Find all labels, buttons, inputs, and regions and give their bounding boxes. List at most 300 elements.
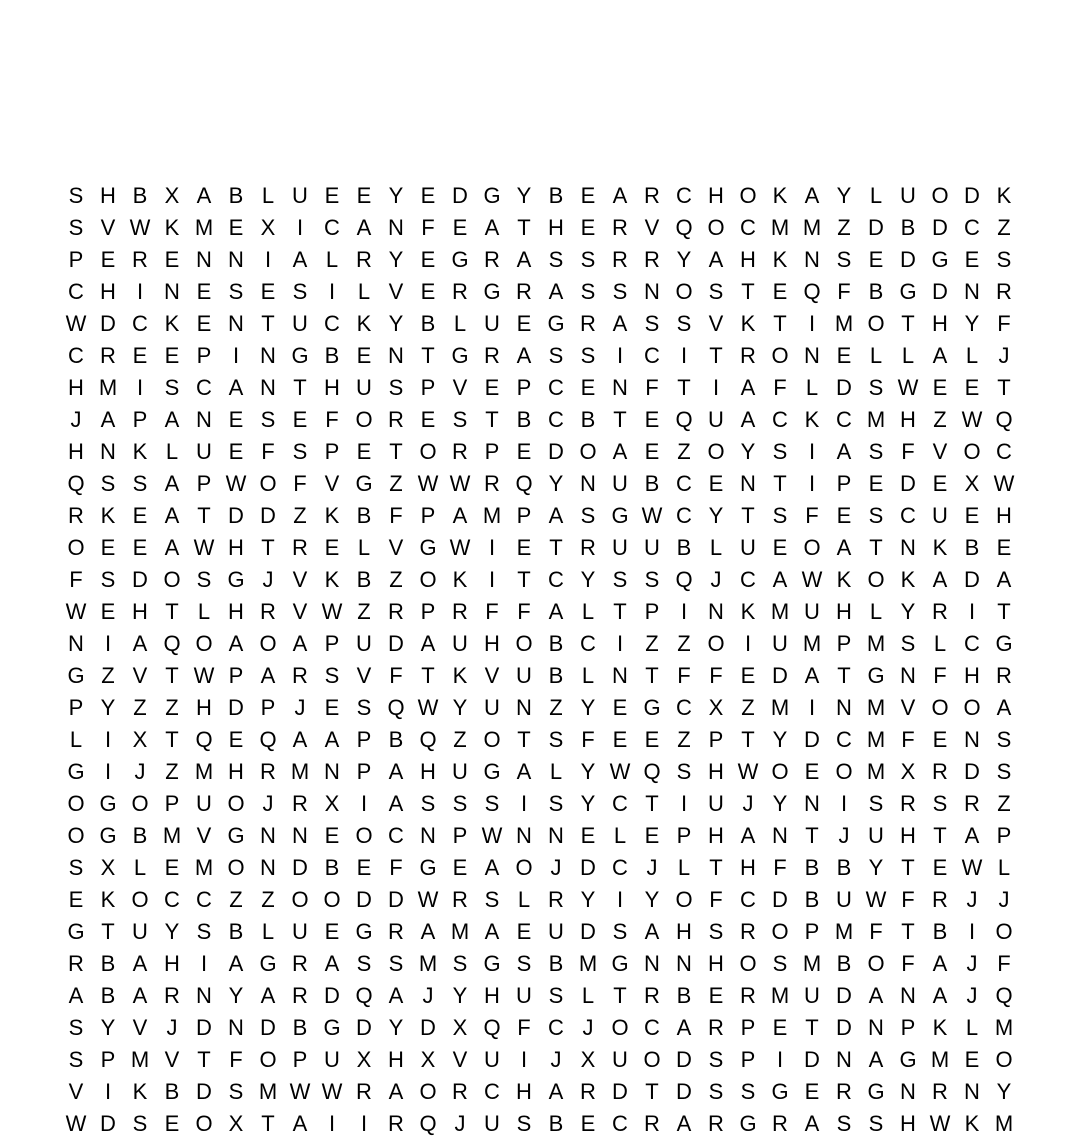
letter-cell[interactable]: D xyxy=(260,503,276,528)
letter-cell[interactable]: W xyxy=(801,567,823,592)
letter-cell[interactable]: N xyxy=(900,535,916,560)
letter-cell[interactable]: K xyxy=(964,1111,980,1136)
letter-cell[interactable]: H xyxy=(164,951,180,976)
letter-cell[interactable]: K xyxy=(356,311,372,336)
letter-cell[interactable]: N xyxy=(580,471,596,496)
letter-cell[interactable]: B xyxy=(420,311,436,336)
letter-cell[interactable]: E xyxy=(644,727,660,752)
letter-cell[interactable]: F xyxy=(325,407,339,432)
letter-cell[interactable]: E xyxy=(644,439,660,464)
letter-cell[interactable]: E xyxy=(868,247,884,272)
letter-cell[interactable]: P xyxy=(836,471,852,496)
letter-cell[interactable]: B xyxy=(356,503,372,528)
letter-cell[interactable]: F xyxy=(581,727,595,752)
letter-cell[interactable]: F xyxy=(389,855,403,880)
letter-cell[interactable]: A xyxy=(388,983,404,1008)
letter-cell[interactable]: M xyxy=(130,1047,150,1072)
letter-cell[interactable]: P xyxy=(420,375,436,400)
letter-cell[interactable]: K xyxy=(804,407,820,432)
letter-cell[interactable]: H xyxy=(708,183,724,208)
letter-cell[interactable]: S xyxy=(548,983,564,1008)
letter-cell[interactable]: E xyxy=(100,599,116,624)
letter-cell[interactable]: N xyxy=(804,791,820,816)
letter-cell[interactable]: X xyxy=(100,855,116,880)
letter-cell[interactable]: O xyxy=(515,631,533,656)
letter-cell[interactable]: C xyxy=(676,471,692,496)
letter-cell[interactable]: S xyxy=(100,567,116,592)
letter-cell[interactable]: W xyxy=(289,1079,311,1104)
letter-cell[interactable]: M xyxy=(194,855,214,880)
letter-cell[interactable]: I xyxy=(616,887,624,912)
letter-cell[interactable]: A xyxy=(292,727,308,752)
letter-cell[interactable]: S xyxy=(68,183,84,208)
letter-cell[interactable]: G xyxy=(899,279,917,304)
letter-cell[interactable]: G xyxy=(419,535,437,560)
letter-cell[interactable]: A xyxy=(484,855,500,880)
letter-cell[interactable]: K xyxy=(740,599,756,624)
letter-cell[interactable]: J xyxy=(134,759,146,784)
letter-cell[interactable]: L xyxy=(549,759,563,784)
letter-cell[interactable]: B xyxy=(676,535,692,560)
letter-cell[interactable]: I xyxy=(232,343,240,368)
letter-cell[interactable]: E xyxy=(516,311,532,336)
letter-cell[interactable]: O xyxy=(227,855,245,880)
letter-cell[interactable]: O xyxy=(675,279,693,304)
letter-cell[interactable]: S xyxy=(868,439,884,464)
letter-cell[interactable]: S xyxy=(356,695,372,720)
letter-cell[interactable]: P xyxy=(452,823,468,848)
letter-cell[interactable]: K xyxy=(132,1079,148,1104)
letter-cell[interactable]: Y xyxy=(772,727,788,752)
letter-cell[interactable]: C xyxy=(548,1015,564,1040)
letter-cell[interactable]: D xyxy=(580,855,596,880)
letter-cell[interactable]: S xyxy=(740,1079,756,1104)
letter-cell[interactable]: N xyxy=(516,823,532,848)
letter-cell[interactable]: F xyxy=(293,471,307,496)
letter-cell[interactable]: S xyxy=(708,279,724,304)
letter-cell[interactable]: F xyxy=(645,375,659,400)
letter-cell[interactable]: T xyxy=(389,439,403,464)
letter-cell[interactable]: I xyxy=(104,759,112,784)
letter-cell[interactable]: I xyxy=(360,1111,368,1136)
letter-cell[interactable]: D xyxy=(100,1111,116,1136)
letter-cell[interactable]: S xyxy=(196,567,212,592)
letter-cell[interactable]: J xyxy=(454,1111,466,1136)
letter-cell[interactable]: M xyxy=(162,823,182,848)
letter-cell[interactable]: A xyxy=(100,407,116,432)
letter-cell[interactable]: J xyxy=(294,695,306,720)
letter-cell[interactable]: J xyxy=(998,343,1010,368)
letter-cell[interactable]: N xyxy=(68,631,84,656)
letter-cell[interactable]: A xyxy=(804,1111,820,1136)
letter-cell[interactable]: E xyxy=(740,663,756,688)
letter-cell[interactable]: N xyxy=(964,727,980,752)
letter-cell[interactable]: I xyxy=(104,727,112,752)
letter-cell[interactable]: U xyxy=(548,919,564,944)
letter-cell[interactable]: H xyxy=(900,407,916,432)
letter-cell[interactable]: Y xyxy=(516,183,532,208)
letter-cell[interactable]: A xyxy=(644,919,660,944)
letter-cell[interactable]: L xyxy=(581,983,595,1008)
letter-cell[interactable]: H xyxy=(132,599,148,624)
letter-cell[interactable]: Y xyxy=(452,983,468,1008)
letter-cell[interactable]: G xyxy=(259,951,277,976)
letter-cell[interactable]: W xyxy=(481,823,503,848)
letter-cell[interactable]: K xyxy=(164,215,180,240)
letter-cell[interactable]: A xyxy=(740,407,756,432)
letter-cell[interactable]: Q xyxy=(419,727,437,752)
letter-cell[interactable]: K xyxy=(772,247,788,272)
letter-cell[interactable]: P xyxy=(420,503,436,528)
letter-cell[interactable]: F xyxy=(709,663,723,688)
letter-cell[interactable]: L xyxy=(581,599,595,624)
letter-cell[interactable]: C xyxy=(676,503,692,528)
letter-cell[interactable]: Z xyxy=(645,631,659,656)
letter-cell[interactable]: S xyxy=(452,951,468,976)
letter-cell[interactable]: V xyxy=(932,439,948,464)
letter-cell[interactable]: H xyxy=(708,951,724,976)
letter-cell[interactable]: O xyxy=(515,855,533,880)
letter-cell[interactable]: T xyxy=(741,503,755,528)
letter-cell[interactable]: J xyxy=(582,1015,594,1040)
letter-cell[interactable]: N xyxy=(740,471,756,496)
letter-cell[interactable]: E xyxy=(324,183,340,208)
letter-cell[interactable]: R xyxy=(260,759,276,784)
letter-cell[interactable]: T xyxy=(261,311,275,336)
letter-cell[interactable]: E xyxy=(324,823,340,848)
letter-cell[interactable]: S xyxy=(772,503,788,528)
letter-cell[interactable]: I xyxy=(968,919,976,944)
letter-cell[interactable]: A xyxy=(740,823,756,848)
letter-cell[interactable]: Q xyxy=(195,727,213,752)
letter-cell[interactable]: C xyxy=(164,887,180,912)
letter-cell[interactable]: E xyxy=(420,279,436,304)
letter-cell[interactable]: G xyxy=(355,919,373,944)
letter-cell[interactable]: H xyxy=(708,759,724,784)
letter-cell[interactable]: S xyxy=(900,631,916,656)
letter-cell[interactable]: Z xyxy=(453,727,467,752)
letter-cell[interactable]: N xyxy=(388,343,404,368)
letter-cell[interactable]: E xyxy=(580,375,596,400)
letter-cell[interactable]: I xyxy=(680,791,688,816)
letter-cell[interactable]: E xyxy=(196,311,212,336)
letter-cell[interactable]: C xyxy=(548,567,564,592)
letter-cell[interactable]: V xyxy=(356,663,372,688)
letter-cell[interactable]: R xyxy=(932,887,948,912)
letter-cell[interactable]: P xyxy=(420,599,436,624)
letter-cell[interactable]: U xyxy=(356,375,372,400)
letter-cell[interactable]: O xyxy=(963,439,981,464)
letter-cell[interactable]: F xyxy=(997,951,1011,976)
letter-cell[interactable]: A xyxy=(932,951,948,976)
letter-cell[interactable]: R xyxy=(68,503,84,528)
letter-cell[interactable]: T xyxy=(197,503,211,528)
letter-cell[interactable]: L xyxy=(933,631,947,656)
letter-cell[interactable]: F xyxy=(869,919,883,944)
letter-cell[interactable]: A xyxy=(68,983,84,1008)
letter-cell[interactable]: W xyxy=(65,599,87,624)
letter-cell[interactable]: N xyxy=(804,247,820,272)
letter-cell[interactable]: S xyxy=(164,375,180,400)
letter-cell[interactable]: L xyxy=(965,343,979,368)
letter-cell[interactable]: U xyxy=(132,919,148,944)
letter-cell[interactable]: W xyxy=(961,407,983,432)
letter-cell[interactable]: H xyxy=(196,695,212,720)
letter-cell[interactable]: D xyxy=(964,567,980,592)
letter-cell[interactable]: T xyxy=(901,311,915,336)
letter-cell[interactable]: S xyxy=(836,1111,852,1136)
letter-cell[interactable]: A xyxy=(516,759,532,784)
letter-cell[interactable]: A xyxy=(164,407,180,432)
letter-cell[interactable]: T xyxy=(933,823,947,848)
letter-cell[interactable]: V xyxy=(324,471,340,496)
letter-cell[interactable]: Y xyxy=(228,983,244,1008)
letter-cell[interactable]: I xyxy=(776,1047,784,1072)
letter-cell[interactable]: L xyxy=(965,1015,979,1040)
letter-cell[interactable]: W xyxy=(897,375,919,400)
letter-cell[interactable]: C xyxy=(612,855,628,880)
letter-cell[interactable]: U xyxy=(708,407,724,432)
letter-cell[interactable]: X xyxy=(356,1047,372,1072)
letter-cell[interactable]: J xyxy=(742,791,754,816)
letter-cell[interactable]: R xyxy=(964,791,980,816)
letter-cell[interactable]: M xyxy=(994,1015,1014,1040)
letter-cell[interactable]: V xyxy=(900,695,916,720)
letter-cell[interactable]: N xyxy=(900,983,916,1008)
letter-cell[interactable]: D xyxy=(356,1015,372,1040)
letter-cell[interactable]: E xyxy=(804,759,820,784)
letter-cell[interactable]: S xyxy=(580,343,596,368)
letter-cell[interactable]: C xyxy=(324,215,340,240)
letter-cell[interactable]: I xyxy=(616,343,624,368)
letter-cell[interactable]: D xyxy=(228,503,244,528)
letter-cell[interactable]: S xyxy=(132,471,148,496)
letter-cell[interactable]: T xyxy=(613,599,627,624)
letter-cell[interactable]: O xyxy=(355,407,373,432)
letter-cell[interactable]: Z xyxy=(741,695,755,720)
letter-cell[interactable]: A xyxy=(228,375,244,400)
letter-cell[interactable]: A xyxy=(132,983,148,1008)
letter-cell[interactable]: G xyxy=(227,567,245,592)
letter-cell[interactable]: J xyxy=(966,951,978,976)
letter-cell[interactable]: Y xyxy=(548,471,564,496)
letter-cell[interactable]: V xyxy=(708,311,724,336)
letter-cell[interactable]: G xyxy=(419,855,437,880)
letter-cell[interactable]: Q xyxy=(67,471,85,496)
letter-cell[interactable]: A xyxy=(292,631,308,656)
letter-cell[interactable]: L xyxy=(165,439,179,464)
letter-cell[interactable]: H xyxy=(228,535,244,560)
letter-cell[interactable]: J xyxy=(838,823,850,848)
letter-cell[interactable]: T xyxy=(869,535,883,560)
letter-cell[interactable]: H xyxy=(900,1111,916,1136)
letter-cell[interactable]: Q xyxy=(259,727,277,752)
letter-cell[interactable]: E xyxy=(516,919,532,944)
letter-cell[interactable]: O xyxy=(67,823,85,848)
letter-cell[interactable]: U xyxy=(612,471,628,496)
letter-cell[interactable]: F xyxy=(517,1015,531,1040)
letter-cell[interactable]: U xyxy=(196,439,212,464)
letter-cell[interactable]: R xyxy=(260,599,276,624)
letter-cell[interactable]: R xyxy=(292,983,308,1008)
letter-cell[interactable]: C xyxy=(324,311,340,336)
letter-cell[interactable]: N xyxy=(644,279,660,304)
letter-cell[interactable]: T xyxy=(773,311,787,336)
letter-cell[interactable]: M xyxy=(194,215,214,240)
letter-cell[interactable]: I xyxy=(968,599,976,624)
letter-cell[interactable]: J xyxy=(998,887,1010,912)
letter-cell[interactable]: C xyxy=(612,791,628,816)
letter-cell[interactable]: A xyxy=(164,471,180,496)
letter-cell[interactable]: L xyxy=(357,535,371,560)
letter-cell[interactable]: W xyxy=(993,471,1015,496)
letter-cell[interactable]: G xyxy=(451,343,469,368)
letter-cell[interactable]: S xyxy=(580,279,596,304)
letter-cell[interactable]: Z xyxy=(293,503,307,528)
letter-cell[interactable]: E xyxy=(580,823,596,848)
letter-cell[interactable]: S xyxy=(868,1111,884,1136)
letter-cell[interactable]: S xyxy=(100,471,116,496)
letter-cell[interactable]: P xyxy=(644,599,660,624)
letter-cell[interactable]: Y xyxy=(964,311,980,336)
letter-cell[interactable]: O xyxy=(771,919,789,944)
letter-cell[interactable]: V xyxy=(100,215,116,240)
letter-cell[interactable]: S xyxy=(996,727,1012,752)
letter-cell[interactable]: S xyxy=(324,663,340,688)
letter-cell[interactable]: C xyxy=(644,343,660,368)
letter-cell[interactable]: D xyxy=(388,631,404,656)
letter-cell[interactable]: R xyxy=(452,1079,468,1104)
letter-cell[interactable]: P xyxy=(356,727,372,752)
letter-cell[interactable]: D xyxy=(772,887,788,912)
letter-cell[interactable]: Z xyxy=(677,727,691,752)
letter-cell[interactable]: V xyxy=(132,663,148,688)
letter-cell[interactable]: H xyxy=(68,439,84,464)
letter-cell[interactable]: Q xyxy=(995,983,1013,1008)
letter-cell[interactable]: F xyxy=(389,663,403,688)
letter-cell[interactable]: X xyxy=(228,1111,244,1136)
letter-cell[interactable]: D xyxy=(900,247,916,272)
letter-cell[interactable]: I xyxy=(680,343,688,368)
letter-cell[interactable]: T xyxy=(165,599,179,624)
letter-cell[interactable]: S xyxy=(388,375,404,400)
letter-cell[interactable]: E xyxy=(292,407,308,432)
letter-cell[interactable]: G xyxy=(323,1015,341,1040)
letter-cell[interactable]: F xyxy=(485,599,499,624)
letter-cell[interactable]: W xyxy=(417,471,439,496)
letter-cell[interactable]: C xyxy=(772,407,788,432)
letter-cell[interactable]: Q xyxy=(515,471,533,496)
letter-cell[interactable]: W xyxy=(865,887,887,912)
letter-cell[interactable]: A xyxy=(836,439,852,464)
letter-cell[interactable]: Z xyxy=(837,215,851,240)
letter-cell[interactable]: B xyxy=(548,951,564,976)
letter-cell[interactable]: O xyxy=(195,631,213,656)
letter-cell[interactable]: K xyxy=(900,567,916,592)
letter-cell[interactable]: S xyxy=(996,247,1012,272)
letter-cell[interactable]: C xyxy=(196,375,212,400)
letter-cell[interactable]: T xyxy=(741,727,755,752)
letter-cell[interactable]: I xyxy=(712,375,720,400)
letter-cell[interactable]: A xyxy=(324,727,340,752)
letter-cell[interactable]: F xyxy=(229,1047,243,1072)
letter-cell[interactable]: Q xyxy=(675,215,693,240)
letter-cell[interactable]: R xyxy=(612,215,628,240)
letter-cell[interactable]: I xyxy=(136,279,144,304)
letter-cell[interactable]: B xyxy=(900,215,916,240)
letter-cell[interactable]: I xyxy=(808,471,816,496)
letter-cell[interactable]: Q xyxy=(643,759,661,784)
letter-cell[interactable]: F xyxy=(837,279,851,304)
letter-cell[interactable]: A xyxy=(804,663,820,688)
letter-cell[interactable]: A xyxy=(964,823,980,848)
letter-cell[interactable]: S xyxy=(772,439,788,464)
letter-cell[interactable]: Z xyxy=(997,215,1011,240)
letter-cell[interactable]: Z xyxy=(933,407,947,432)
letter-cell[interactable]: R xyxy=(772,1111,788,1136)
letter-cell[interactable]: M xyxy=(866,727,886,752)
letter-cell[interactable]: U xyxy=(484,1047,500,1072)
letter-cell[interactable]: H xyxy=(100,279,116,304)
letter-cell[interactable]: Z xyxy=(549,695,563,720)
letter-cell[interactable]: T xyxy=(517,215,531,240)
letter-cell[interactable]: L xyxy=(869,343,883,368)
letter-cell[interactable]: I xyxy=(744,631,752,656)
letter-cell[interactable]: R xyxy=(996,663,1012,688)
letter-cell[interactable]: T xyxy=(421,663,435,688)
letter-cell[interactable]: A xyxy=(612,311,628,336)
letter-cell[interactable]: Q xyxy=(483,1015,501,1040)
letter-cell[interactable]: S xyxy=(548,247,564,272)
letter-cell[interactable]: K xyxy=(932,535,948,560)
letter-cell[interactable]: P xyxy=(132,407,148,432)
letter-cell[interactable]: M xyxy=(258,1079,278,1104)
letter-cell[interactable]: L xyxy=(357,279,371,304)
letter-cell[interactable]: F xyxy=(69,567,83,592)
letter-cell[interactable]: M xyxy=(418,951,438,976)
letter-cell[interactable]: W xyxy=(609,759,631,784)
letter-cell[interactable]: R xyxy=(484,471,500,496)
letter-cell[interactable]: E xyxy=(100,247,116,272)
letter-cell[interactable]: Q xyxy=(387,695,405,720)
letter-cell[interactable]: R xyxy=(548,887,564,912)
letter-cell[interactable]: X xyxy=(900,759,916,784)
letter-cell[interactable]: F xyxy=(421,215,435,240)
letter-cell[interactable]: E xyxy=(164,855,180,880)
letter-cell[interactable]: O xyxy=(483,727,501,752)
letter-cell[interactable]: A xyxy=(484,215,500,240)
letter-cell[interactable]: F xyxy=(805,503,819,528)
letter-cell[interactable]: S xyxy=(356,951,372,976)
letter-cell[interactable]: N xyxy=(260,375,276,400)
letter-cell[interactable]: O xyxy=(643,1047,661,1072)
letter-cell[interactable]: H xyxy=(484,631,500,656)
letter-cell[interactable]: N xyxy=(836,695,852,720)
letter-cell[interactable]: O xyxy=(259,631,277,656)
letter-cell[interactable]: B xyxy=(292,1015,308,1040)
letter-cell[interactable]: T xyxy=(293,375,307,400)
letter-cell[interactable]: C xyxy=(132,311,148,336)
letter-cell[interactable]: A xyxy=(836,535,852,560)
letter-cell[interactable]: A xyxy=(868,1047,884,1072)
letter-cell[interactable]: O xyxy=(931,695,949,720)
letter-cell[interactable]: N xyxy=(260,343,276,368)
letter-cell[interactable]: C xyxy=(644,1015,660,1040)
letter-cell[interactable]: N xyxy=(612,375,628,400)
letter-cell[interactable]: I xyxy=(104,1079,112,1104)
letter-cell[interactable]: K xyxy=(932,1015,948,1040)
letter-cell[interactable]: P xyxy=(228,663,244,688)
